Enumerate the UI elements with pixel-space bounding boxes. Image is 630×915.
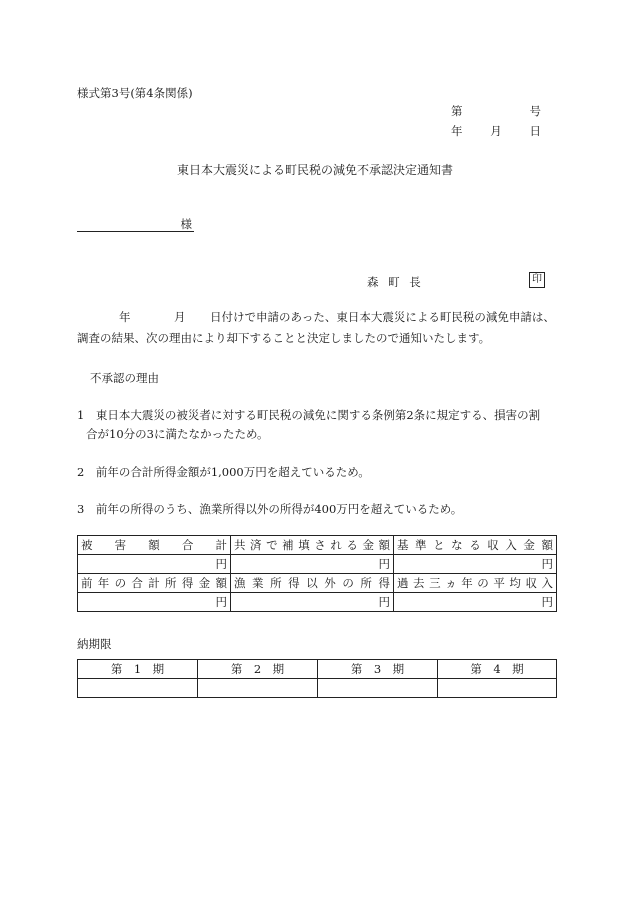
header-non-fishery-income: 漁業所得以外の所得: [231, 574, 394, 593]
cell-standard-income: 円: [394, 555, 557, 574]
document-date: [451, 124, 541, 138]
doc-number-prefix: 第: [451, 104, 463, 118]
header-three-year-average: 過去三ヵ年の平均収入: [394, 574, 557, 593]
due-date-table: [77, 659, 557, 698]
due-date-label: 納期限: [77, 637, 112, 651]
cell-non-fishery-income: 円: [231, 593, 394, 612]
addressee-honorific: 様: [180, 217, 192, 231]
reasons-heading: 不承認の理由: [90, 371, 159, 385]
header-damage-total: 被害額合計: [78, 536, 231, 555]
doc-date-month: 月: [490, 124, 502, 138]
document-number: [451, 104, 541, 118]
period-4-date: [438, 679, 557, 698]
period-3-date: [318, 679, 438, 698]
table-row: [78, 679, 557, 698]
table-row: [78, 593, 557, 612]
reason-1-line-2: 合が10分の3に満たなかったため。: [86, 427, 269, 441]
period-2-date: [198, 679, 318, 698]
body-year: 年: [119, 310, 131, 324]
table-row: [78, 536, 557, 555]
period-2-header: 第 2 期: [198, 660, 318, 679]
period-1-header: 第 1 期: [78, 660, 198, 679]
table-row: [78, 660, 557, 679]
reason-3: 3 前年の所得のうち、漁業所得以外の所得が400万円を超えているため。: [77, 502, 463, 516]
cell-insurance-compensation: 円: [231, 555, 394, 574]
reason-2: 2 前年の合計所得金額が1,000万円を超えているため。: [77, 465, 370, 479]
body-month: 月: [174, 310, 186, 324]
table-row: [78, 555, 557, 574]
cell-prior-year-income: 円: [78, 593, 231, 612]
header-standard-income: 基準となる収入金額: [394, 536, 557, 555]
header-insurance-compensation: 共済で補填される金額: [231, 536, 394, 555]
period-4-header: 第 4 期: [438, 660, 557, 679]
cell-three-year-average: 円: [394, 593, 557, 612]
addressee-line: [77, 217, 194, 232]
table-row: [78, 574, 557, 593]
period-1-date: [78, 679, 198, 698]
amount-table: [77, 535, 557, 612]
doc-date-year: 年: [451, 124, 463, 138]
seal-mark: 印: [529, 272, 545, 288]
header-prior-year-income: 前年の合計所得金額: [78, 574, 231, 593]
document-title: 東日本大震災による町民税の減免不承認決定通知書: [176, 163, 453, 177]
body-line-2: 調査の結果、次の理由により却下することと決定しましたので通知いたします。: [77, 331, 491, 345]
doc-date-day: 日: [529, 124, 541, 138]
sender-name: 森 町 長: [367, 275, 424, 289]
body-line1-rest: 日付けで申請のあった、東日本大震災による町民税の減免申請は、: [210, 310, 555, 324]
cell-damage-total: 円: [78, 555, 231, 574]
reason-1-line-1: 1 東日本大震災の被災者に対する町民税の減免に関する条例第2条に規定する、損害の割: [77, 408, 541, 422]
doc-number-suffix: 号: [529, 104, 541, 118]
period-3-header: 第 3 期: [318, 660, 438, 679]
form-label: 様式第3号(第4条関係): [77, 86, 193, 100]
body-line-1: [119, 310, 555, 324]
